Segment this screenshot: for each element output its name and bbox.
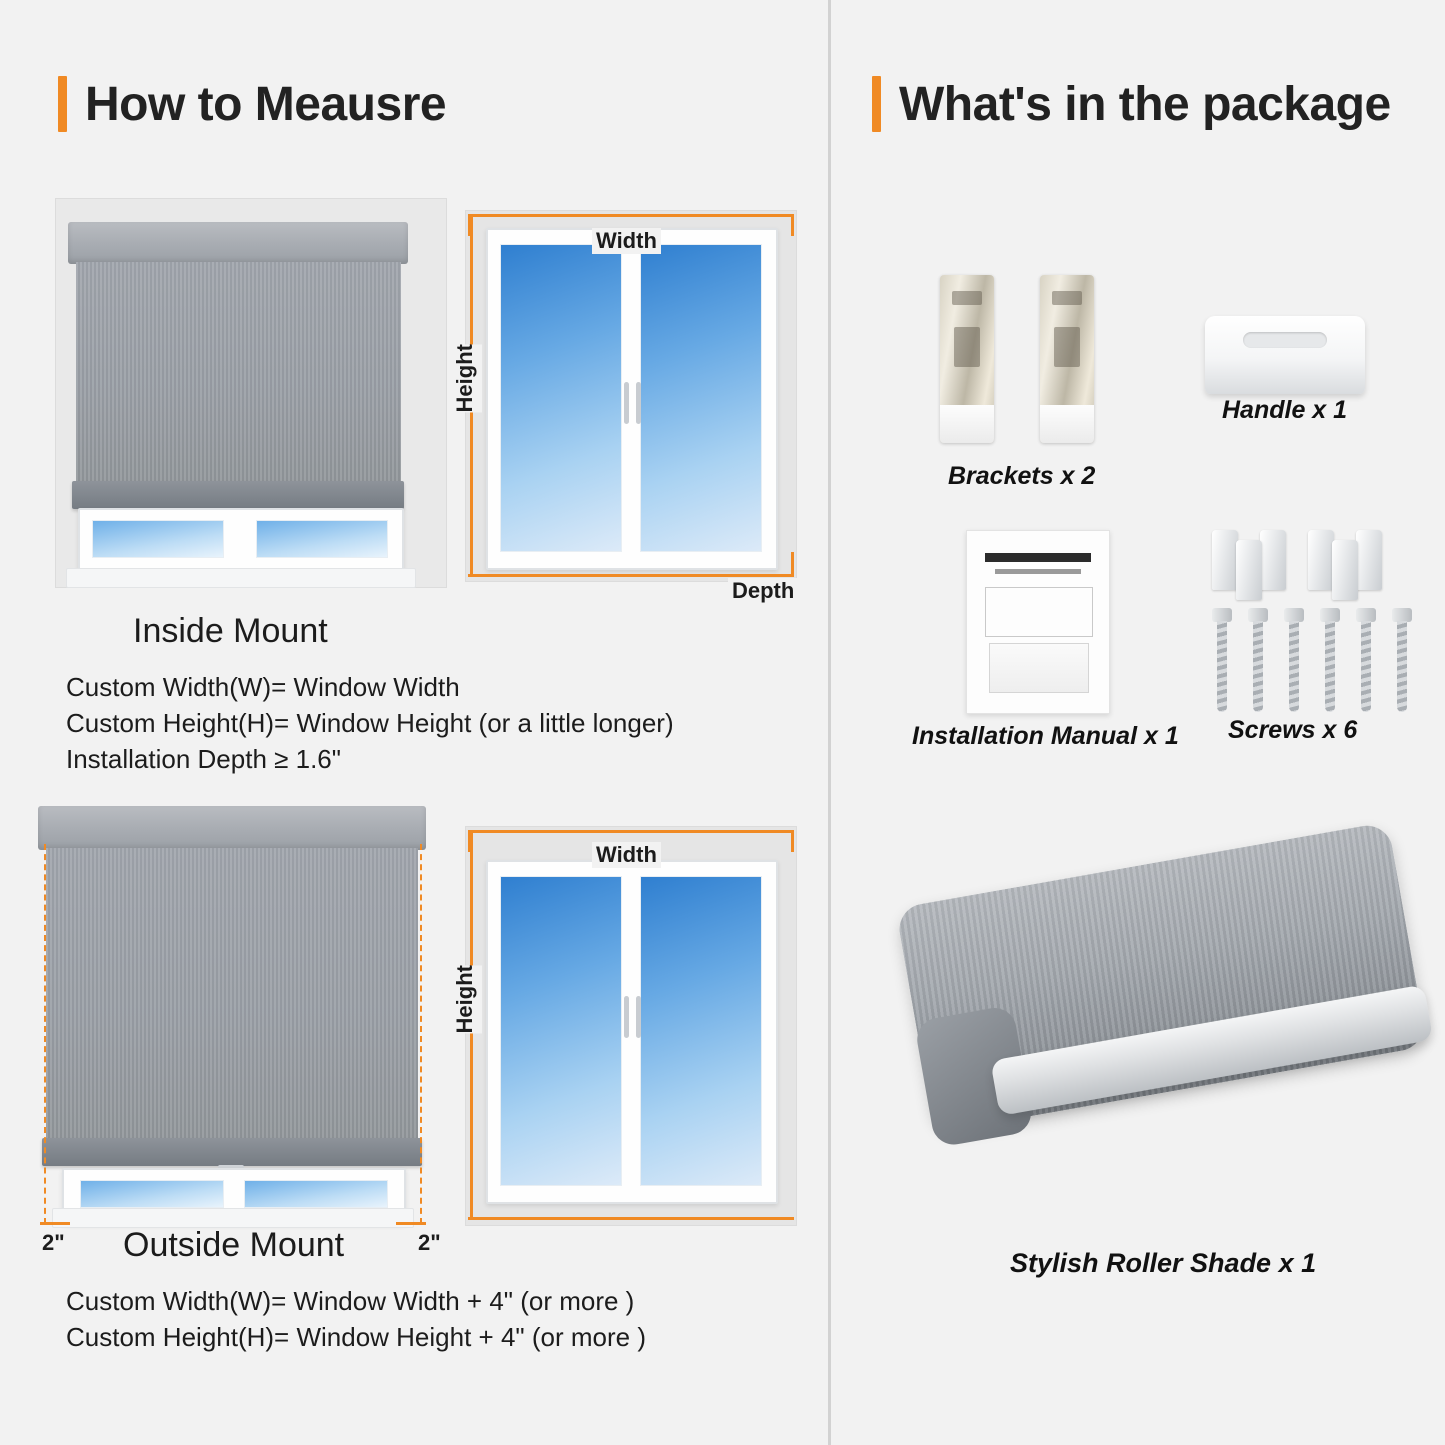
width-dimension-tick-right (791, 214, 794, 236)
bracket-slot (1054, 327, 1080, 367)
left-heading-text: How to Meausre (85, 77, 447, 131)
manual-image-box (989, 643, 1089, 693)
wall-anchor-icon (1332, 540, 1358, 600)
outside-mount-caption: Outside Mount (123, 1226, 345, 1264)
right-offset-line (396, 1222, 426, 1225)
depth-dimension-tick (791, 552, 794, 576)
manual-label: Installation Manual x 1 (912, 722, 1179, 750)
window-glass-left (500, 876, 622, 1186)
wall-anchor-icon (1260, 530, 1286, 590)
bracket-icon (1040, 275, 1094, 443)
bracket-base (940, 405, 994, 443)
window-glass-right (640, 876, 762, 1186)
bracket-icon (940, 275, 994, 443)
shade-bottom-bar (72, 481, 404, 509)
window-glass-left (92, 520, 224, 558)
bracket-slot (952, 291, 982, 305)
wall-anchor-icon (1308, 530, 1334, 590)
screw-shaft (1253, 621, 1263, 712)
screw-icon (1284, 608, 1304, 712)
bracket-slot (1052, 291, 1082, 305)
inside-mount-line-2: Custom Height(H)= Window Height (or a little longer) (66, 708, 674, 738)
window-glass-right (640, 244, 762, 552)
width-dimension-line (468, 214, 794, 217)
width-label: Width (592, 228, 661, 254)
screw-head (1284, 608, 1304, 622)
right-section-heading (872, 76, 1391, 132)
shade-fabric (46, 848, 418, 1140)
height-label: Height (448, 965, 482, 1033)
screw-icon (1248, 608, 1268, 712)
wall-anchor-icon (1212, 530, 1238, 590)
bracket-slot (954, 327, 980, 367)
manual-icon (966, 530, 1110, 714)
screw-head (1212, 608, 1232, 622)
depth-dimension-line (468, 574, 794, 577)
inside-mount-line-1: Custom Width(W)= Window Width (66, 672, 460, 702)
height-label: Height (448, 344, 482, 412)
wall-anchor-icon (1236, 540, 1262, 600)
screw-icon (1392, 608, 1412, 712)
brackets-label: Brackets x 2 (948, 462, 1096, 490)
left-offset-guide (44, 844, 46, 1224)
handle-icon (1205, 316, 1365, 394)
heading-accent-bar (872, 76, 881, 132)
screw-shaft (1217, 621, 1227, 712)
column-divider (828, 0, 831, 1445)
window-handle-left (624, 382, 629, 424)
heading-accent-bar (58, 76, 67, 132)
shade-headrail (68, 222, 408, 264)
manual-title-block (985, 553, 1091, 562)
handle-label: Handle x 1 (1222, 396, 1348, 424)
width-dimension-tick-right (791, 830, 794, 852)
window-sill (52, 1208, 414, 1228)
screw-shaft (1325, 621, 1335, 712)
manual-figure-box (985, 587, 1093, 637)
window-handle-left (624, 996, 629, 1038)
manual-subtitle-block (995, 569, 1081, 574)
screw-icon (1212, 608, 1232, 712)
window-glass-left (80, 1180, 224, 1208)
shade-fabric (76, 262, 401, 482)
width-dimension-line (468, 830, 794, 833)
inside-mount-line-3: Installation Depth ≥ 1.6" (66, 744, 341, 774)
bottom-dimension-line (468, 1217, 794, 1220)
left-section-heading (58, 76, 446, 132)
window-sill (66, 568, 416, 588)
screw-shaft (1289, 621, 1299, 712)
window-handle-right (636, 382, 641, 424)
depth-label: Depth (728, 578, 798, 604)
right-offset-guide (420, 844, 422, 1224)
screws-label: Screws x 6 (1228, 716, 1358, 744)
screw-head (1392, 608, 1412, 622)
left-offset-line (40, 1222, 70, 1225)
handle-notch (1243, 332, 1327, 348)
bracket-base (1040, 405, 1094, 443)
window-glass-right (244, 1180, 388, 1208)
window-glass-left (500, 244, 622, 552)
left-offset-label: 2" (38, 1230, 69, 1256)
inside-mount-caption: Inside Mount (133, 612, 328, 650)
screw-shaft (1361, 621, 1371, 712)
window-handle-right (636, 996, 641, 1038)
shade-bottom-bar (42, 1138, 422, 1166)
screw-head (1356, 608, 1376, 622)
screw-icon (1356, 608, 1376, 712)
right-heading-text: What's in the package (899, 77, 1391, 131)
window-glass-right (256, 520, 388, 558)
screw-head (1320, 608, 1340, 622)
screw-head (1248, 608, 1268, 622)
shade-headrail (38, 806, 426, 850)
roller-shade-label: Stylish Roller Shade x 1 (1010, 1248, 1317, 1278)
wall-anchor-icon (1356, 530, 1382, 590)
screw-icon (1320, 608, 1340, 712)
outside-mount-line-1: Custom Width(W)= Window Width + 4" (or more ) (66, 1286, 635, 1316)
screw-shaft (1397, 621, 1407, 712)
right-offset-label: 2" (414, 1230, 445, 1256)
outside-mount-line-2: Custom Height(H)= Window Height + 4" (or more ) (66, 1322, 646, 1352)
width-label: Width (592, 842, 661, 868)
